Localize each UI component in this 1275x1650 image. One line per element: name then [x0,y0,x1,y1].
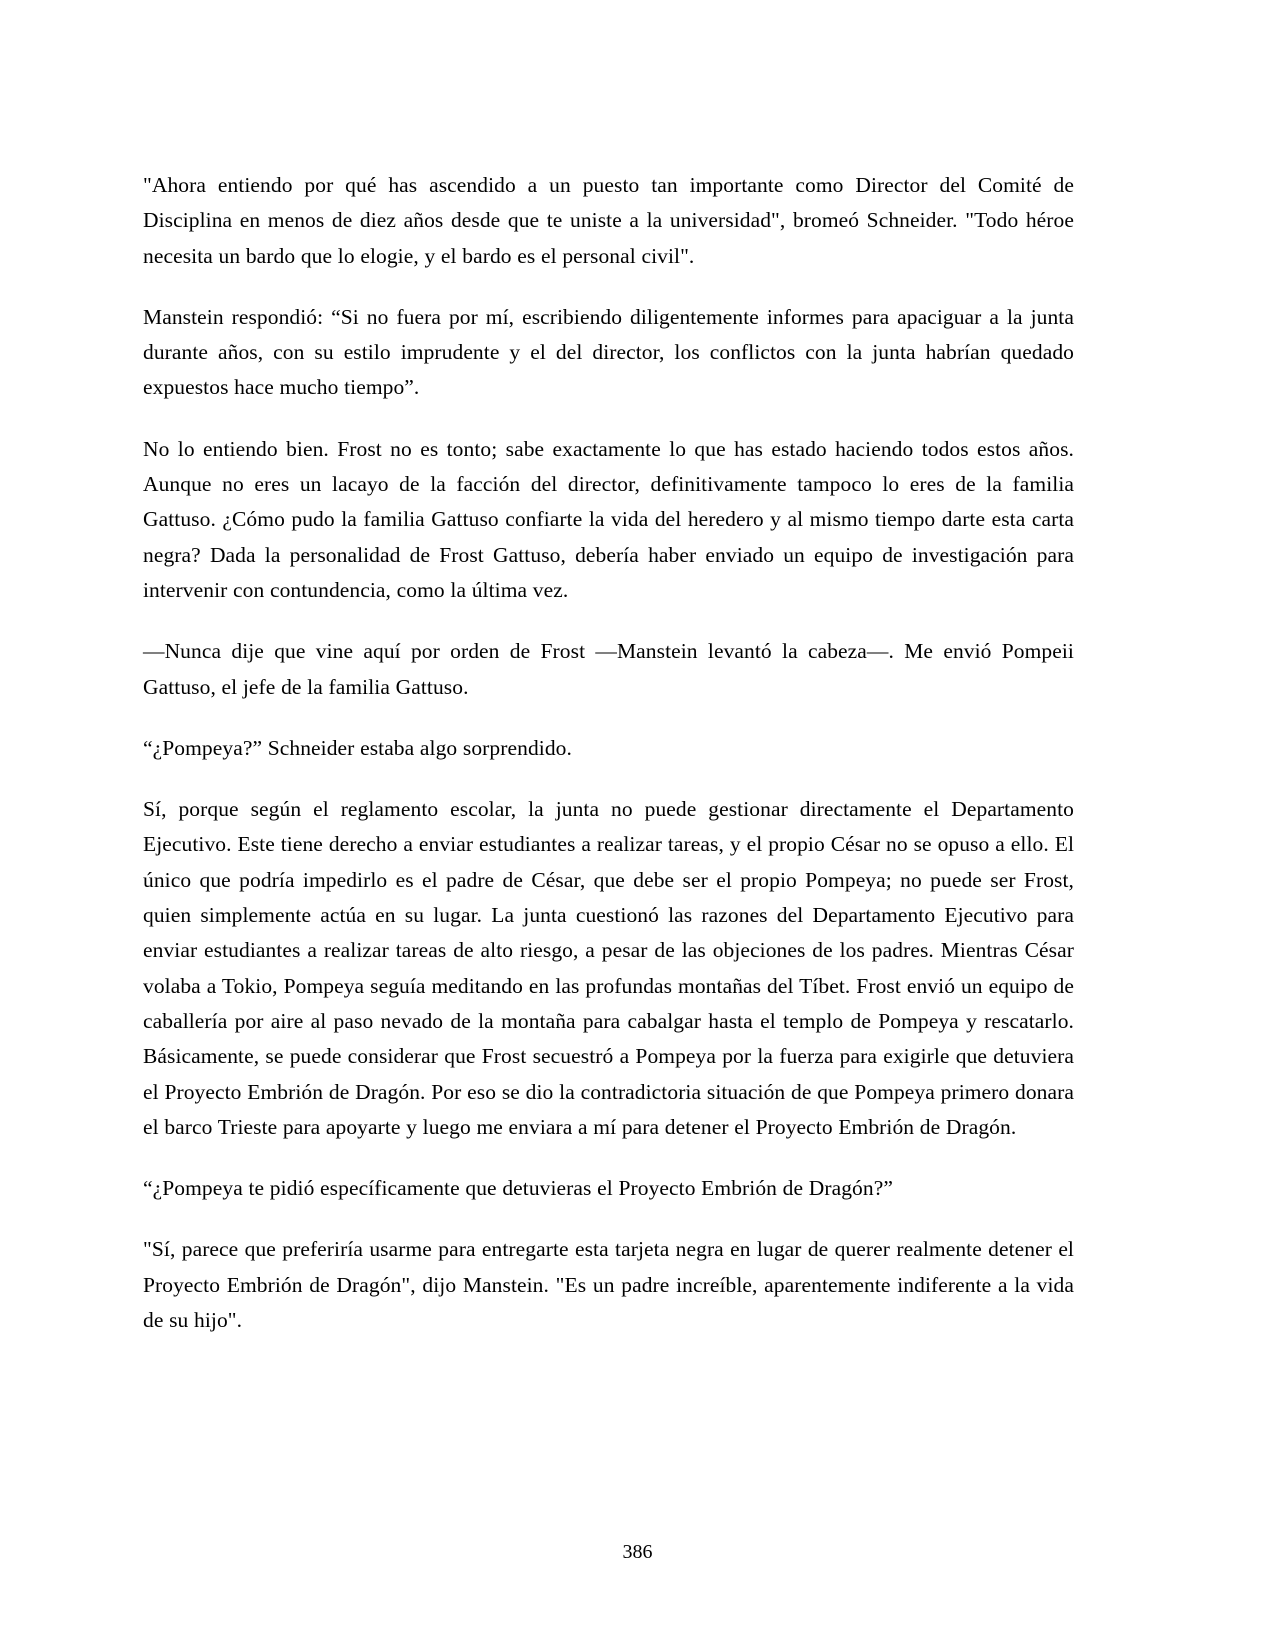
paragraph-3: No lo entiendo bien. Frost no es tonto; sabe exactamente lo que has estado haciendo todos estos años. Aunque no eres un lacayo de la facción del director, definitivamente tampoco lo eres de la familia Gattuso. ¿Cómo pudo la familia Gattuso confiarte la vida del heredero y al mismo tiempo darte esta carta negra? Dada la personalidad de Frost Gattuso, debería haber enviado un equipo de investigación para intervenir con contundencia, como la última vez. [143,436,1074,602]
paragraph-2: Manstein respondió: “Si no fuera por mí, escribiendo diligentemente informes para apaciguar a la junta durante años, con su estilo imprudente y el del director, los conflictos con la junta habrían quedado expuestos hace mucho tiempo”. [143,304,1074,400]
paragraph-8: "Sí, parece que preferiría usarme para entregarte esta tarjeta negra en lugar de querer realmente detener el Proyecto Embrión de Dragón", dijo Manstein. "Es un padre increíble, aparentemente indiferente a la vida de su hijo". [143,1237,1074,1333]
body-text-column [143,168,1074,1338]
paragraph-4: —Nunca dije que vine aquí por orden de Frost —Manstein levantó la cabeza—. Me envió Pompeii Gattuso, el jefe de la familia Gattuso. [143,639,1074,699]
paragraph-1: "Ahora entiendo por qué has ascendido a un puesto tan importante como Director del Comité de Disciplina en menos de diez años desde que te uniste a la universidad", bromeó Schneider. "Todo héroe necesita un bardo que lo elogie, y el bardo es el personal civil". [143,173,1074,268]
paragraph-7: “¿Pompeya te pidió específicamente que detuvieras el Proyecto Embrión de Dragón?” [143,1176,893,1201]
paragraph-5: “¿Pompeya?” Schneider estaba algo sorprendido. [143,735,572,760]
paragraph-6: Sí, porque según el reglamento escolar, la junta no puede gestionar directamente el Departamento Ejecutivo. Este tiene derecho a enviar estudiantes a realizar tareas, y el propio César no se opuso a ello. El único que podría impedirlo es el padre de César, que debe ser el propio Pompeya; no puede ser Frost, quien simplemente actúa en su lugar. La junta cuestionó las razones del Departamento Ejecutivo para enviar estudiantes a realizar tareas de alto riesgo, a pesar de las objeciones de los padres. Mientras César volaba a Tokio, Pompeya seguía meditando en las profundas montañas del Tíbet. Frost envió un equipo de caballería por aire al paso nevado de la montaña para cabalgar hasta el templo de Pompeya y rescatarlo. Básicamente, se puede considerar que Frost secuestró a Pompeya por la fuerza para exigirle que detuviera el Proyecto Embrión de Dragón. Por eso se dio la contradictoria situación de que Pompeya primero donara el barco Trieste para apoyarte y luego me enviara a mí para detener el Proyecto Embrión de Dragón. [143,797,1074,1139]
page-number: 386 [622,1541,653,1563]
